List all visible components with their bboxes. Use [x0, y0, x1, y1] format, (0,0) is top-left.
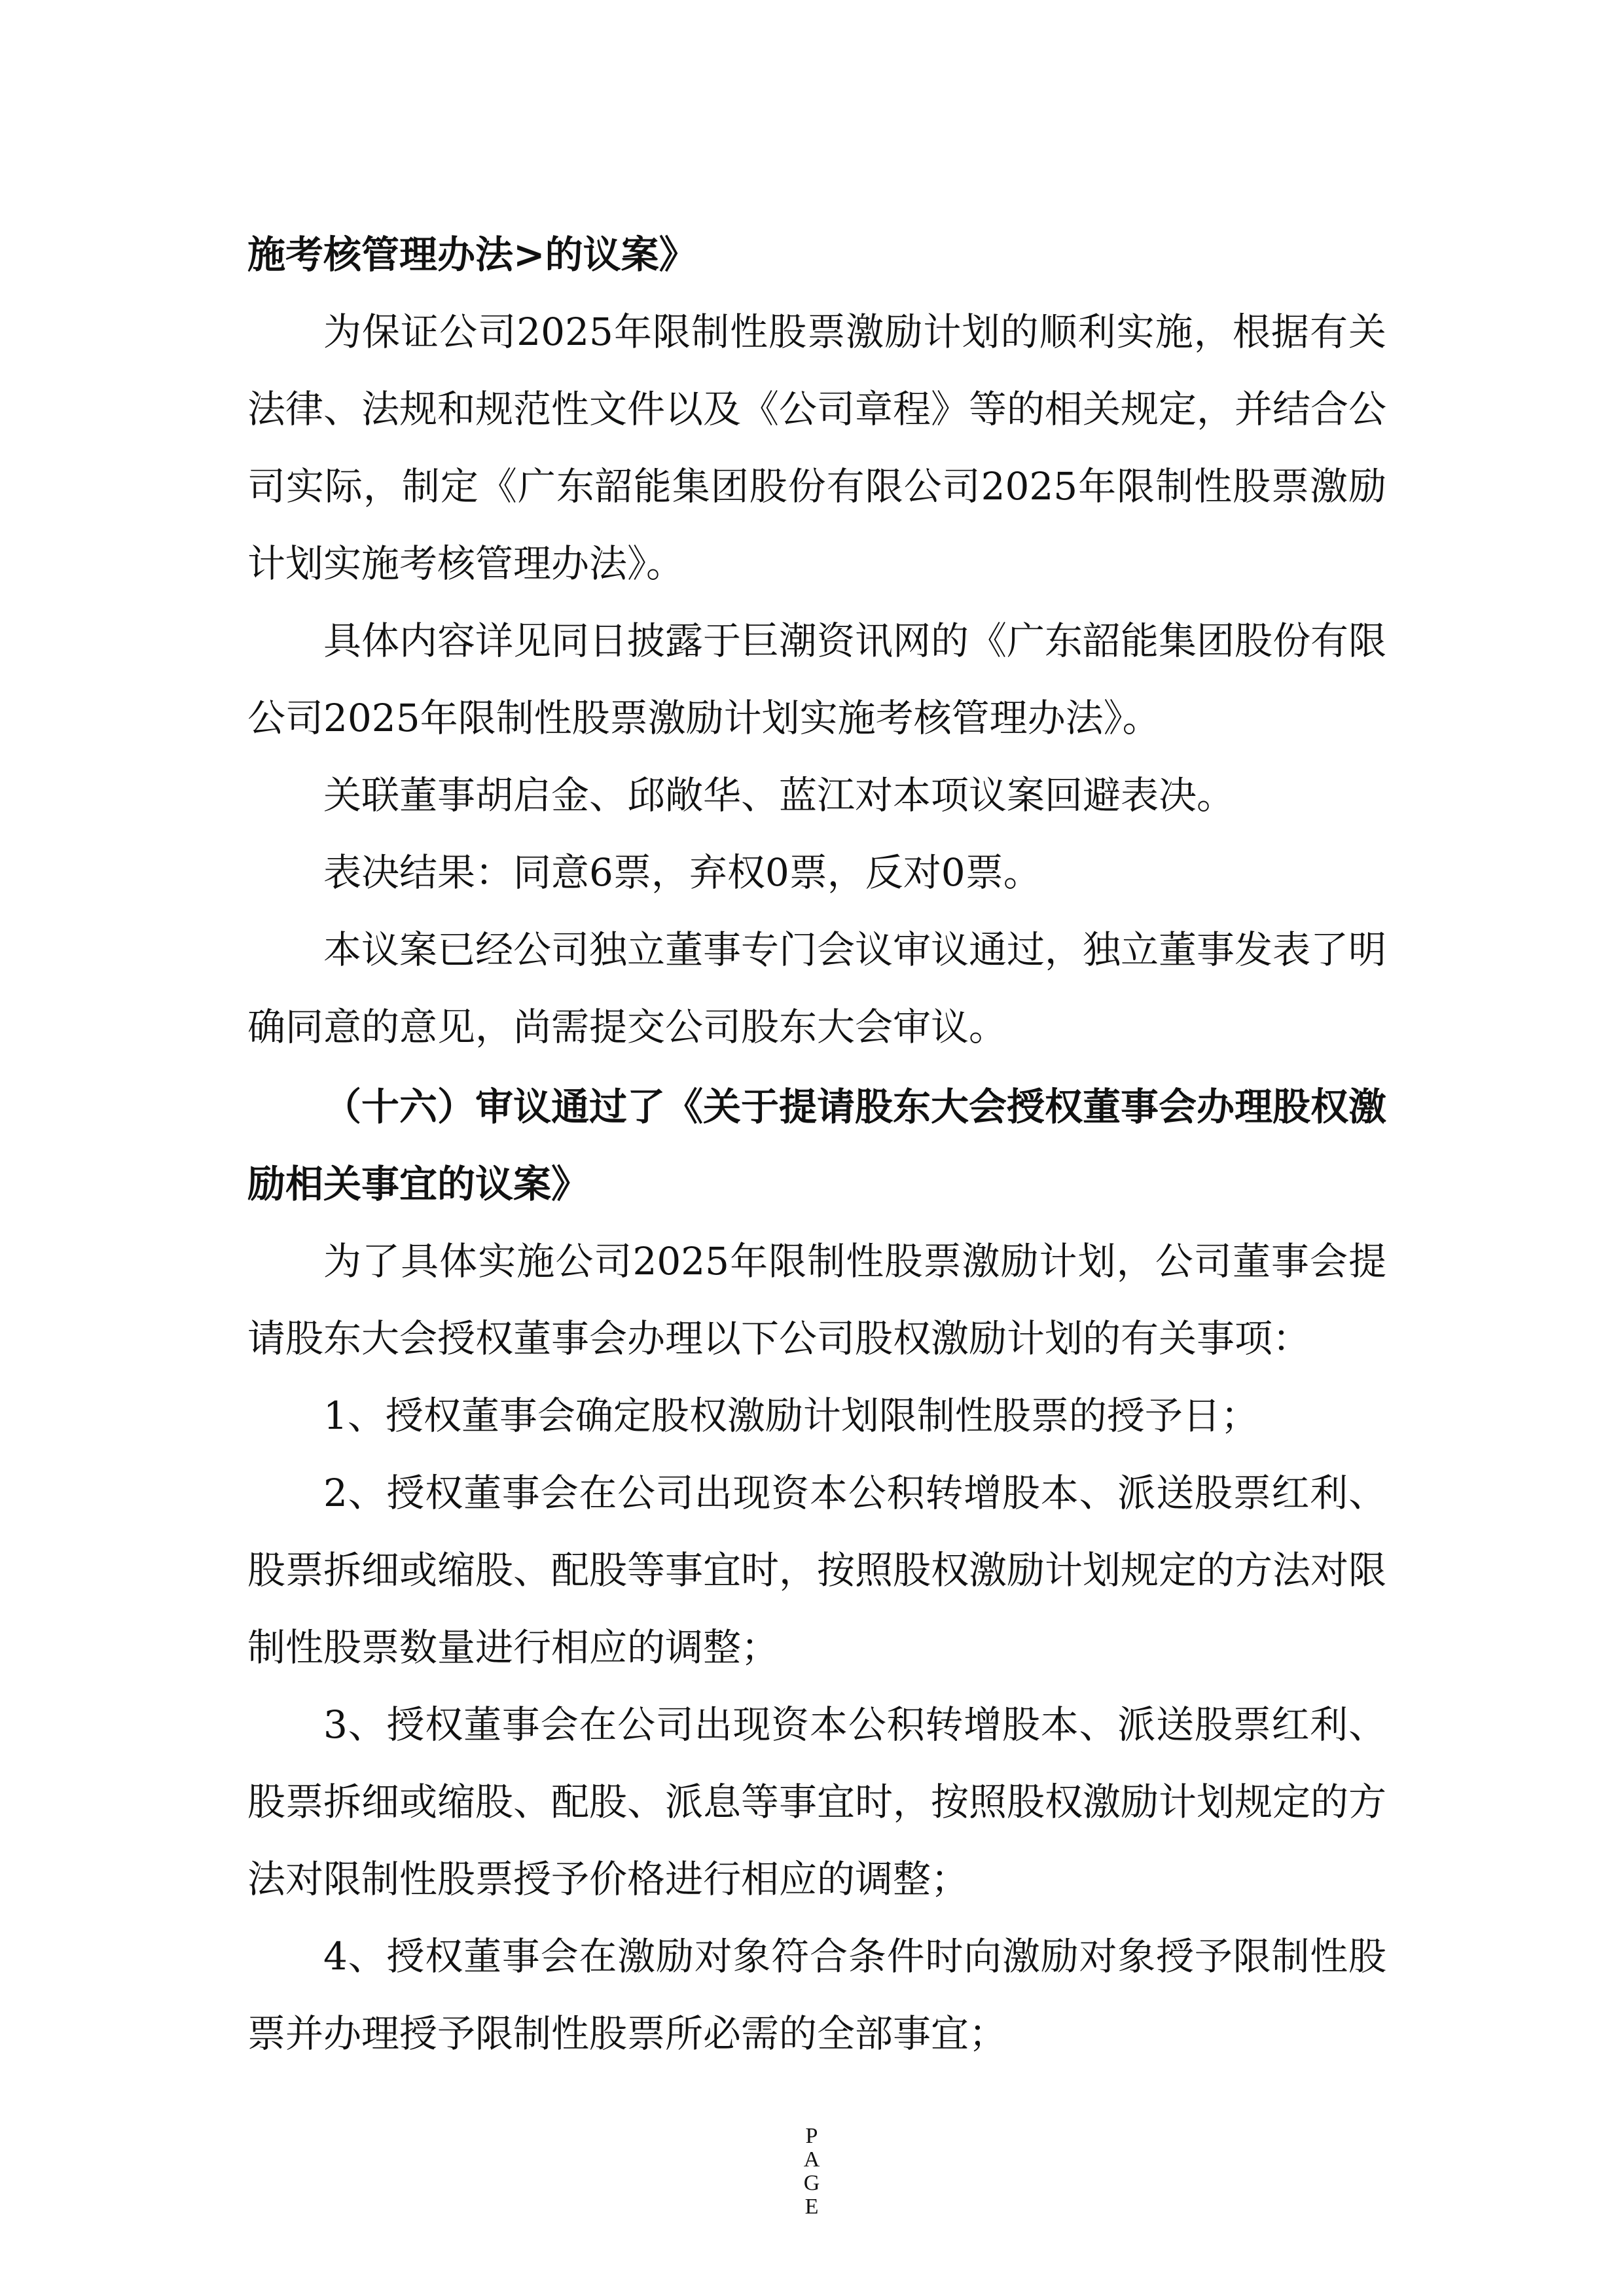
- paragraph: 为保证公司2025年限制性股票激励计划的顺利实施，根据有关法律、法规和规范性文件以及《公司章程》等的相关规定，并结合公司实际，制定《广东韶能集团股份有限公司2025年限制性股票激励计划实施考核管理办法》。: [247, 310, 1387, 586]
- page-footer: [799, 2125, 825, 2219]
- list-item: 3、授权董事会在公司出现资本公积转增股本、派送股票红利、股票拆细或缩股、配股、派息等事宜时，按照股权激励计划规定的方法对限制性股票授予价格进行相应的调整；: [247, 1702, 1387, 1901]
- paragraph: 关联董事胡启金、邱敞华、蓝江对本项议案回避表决。: [323, 773, 1235, 817]
- footer-letter: G: [803, 2171, 820, 2195]
- paragraph: 具体内容详见同日披露于巨潮资讯网的《广东韶能集团股份有限公司2025年限制性股票激励计划实施考核管理办法》。: [247, 619, 1387, 740]
- list-item: 4、授权董事会在激励对象符合条件时向激励对象授予限制性股票并办理授予限制性股票所必需的全部事宜；: [247, 1934, 1386, 2056]
- footer-letter: P: [805, 2124, 818, 2148]
- heading-continuation: 施考核管理办法>的议案》: [247, 232, 697, 277]
- footer-letter: E: [804, 2195, 819, 2219]
- paragraph: 本议案已经公司独立董事专门会议审议通过，独立董事发表了明确同意的意见，尚需提交公司股东大会审议。: [247, 927, 1387, 1049]
- paragraph: 表决结果：同意6票，弃权0票，反对0票。: [323, 850, 1041, 895]
- list-item: 1、授权董事会确定股权激励计划限制性股票的授予日；: [323, 1393, 1259, 1438]
- section-heading: （十六）审议通过了《关于提请股东大会授权董事会办理股权激励相关事宜的议案》: [247, 1085, 1387, 1206]
- paragraph: 为了具体实施公司2025年限制性股票激励计划，公司董事会提请股东大会授权董事会办理以下公司股权激励计划的有关事项：: [247, 1239, 1386, 1361]
- list-item: 2、授权董事会在公司出现资本公积转增股本、派送股票红利、股票拆细或缩股、配股等事宜时，按照股权激励计划规定的方法对限制性股票数量进行相应的调整；: [247, 1471, 1387, 1670]
- document-body: [247, 216, 1386, 2072]
- footer-letter: A: [803, 2147, 820, 2172]
